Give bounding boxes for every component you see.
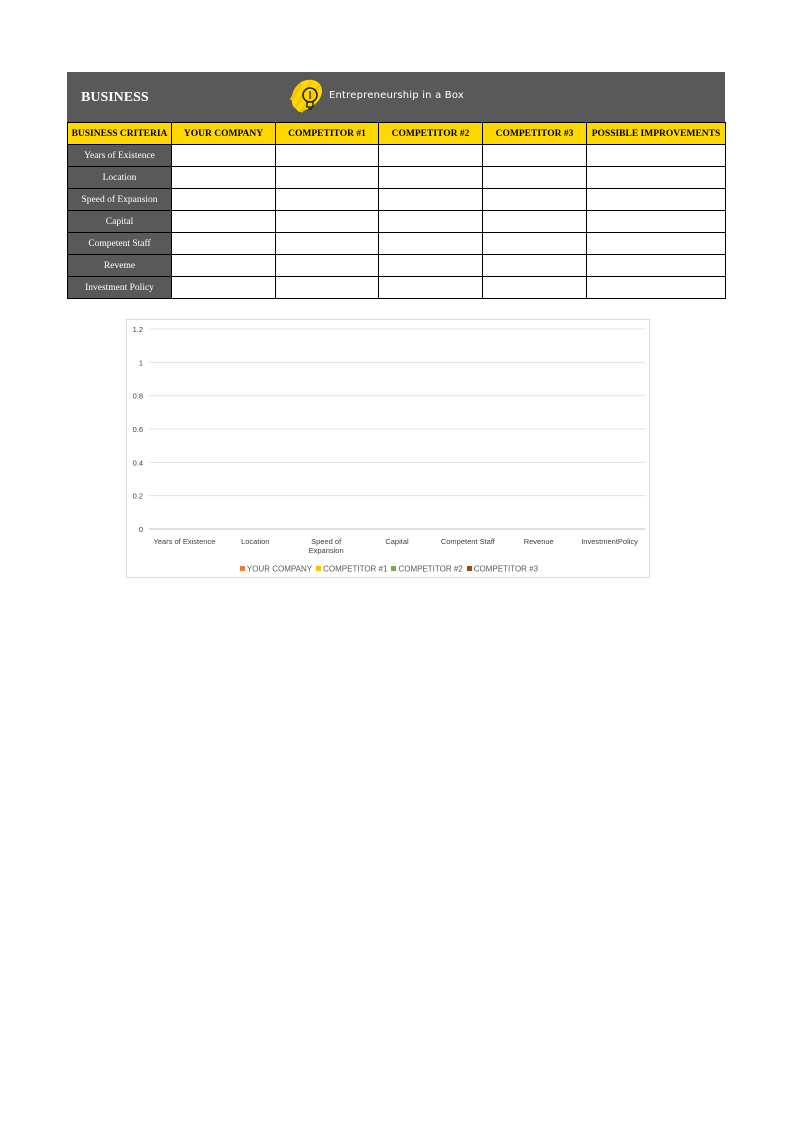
- table-cell[interactable]: [172, 167, 276, 189]
- y-tick-label: 0.8: [132, 391, 143, 401]
- table-cell[interactable]: [276, 233, 379, 255]
- table-cell[interactable]: [483, 233, 587, 255]
- table-cell[interactable]: [483, 211, 587, 233]
- table-cell[interactable]: [172, 277, 276, 299]
- y-tick-label: 0.4: [132, 458, 143, 468]
- legend-item: [391, 564, 462, 573]
- table-cell[interactable]: [172, 189, 276, 211]
- criteria-label: Reveme: [68, 255, 172, 277]
- x-tick-label: Location: [241, 537, 270, 546]
- criteria-label: Investment Policy: [68, 277, 172, 299]
- x-tick-label: Expansion: [308, 546, 344, 555]
- criteria-label: Location: [68, 167, 172, 189]
- table-cell[interactable]: [276, 255, 379, 277]
- legend-item: [467, 564, 538, 573]
- y-tick-label: 0.2: [132, 491, 143, 501]
- lightbulb-logo-icon: [287, 76, 327, 118]
- table-cell[interactable]: [379, 145, 483, 167]
- table-cell[interactable]: [587, 145, 726, 167]
- legend-swatch: [467, 566, 472, 571]
- legend-item: [316, 564, 387, 573]
- table-cell[interactable]: [587, 233, 726, 255]
- criteria-label: Capital: [68, 211, 172, 233]
- table-cell[interactable]: [587, 255, 726, 277]
- legend-label: COMPETITOR #1: [323, 564, 388, 574]
- legend-swatch: [316, 566, 321, 571]
- comparison-table: [67, 122, 726, 299]
- legend-item: [240, 564, 312, 573]
- table-cell[interactable]: [483, 277, 587, 299]
- column-header: COMPETITOR #3: [483, 123, 587, 145]
- table-cell[interactable]: [379, 233, 483, 255]
- table-cell[interactable]: [483, 145, 587, 167]
- table-cell[interactable]: [276, 211, 379, 233]
- table-row: [68, 211, 726, 233]
- y-tick-label: 1.2: [132, 325, 143, 334]
- header-banner: [67, 72, 725, 122]
- y-tick-label: 0.6: [132, 425, 143, 434]
- table-cell[interactable]: [276, 167, 379, 189]
- table-header-row: [68, 123, 726, 145]
- x-tick-label: InvestmentPolicy: [581, 537, 638, 546]
- x-tick-label: Competent Staff: [440, 537, 495, 546]
- table-row: [68, 255, 726, 277]
- table-cell[interactable]: [172, 211, 276, 233]
- table-cell[interactable]: [379, 277, 483, 299]
- chart-plot: [127, 320, 649, 560]
- table-cell[interactable]: [587, 277, 726, 299]
- legend-label: YOUR COMPANY: [246, 564, 313, 574]
- table-cell[interactable]: [276, 145, 379, 167]
- column-header: BUSINESS CRITERIA: [68, 123, 172, 145]
- comparison-chart: [126, 319, 650, 578]
- column-header: POSSIBLE IMPROVEMENTS: [587, 123, 726, 145]
- table-cell[interactable]: [276, 277, 379, 299]
- x-tick-label: Speed of: [311, 537, 342, 546]
- table-row: [68, 145, 726, 167]
- chart-legend: [127, 564, 651, 573]
- legend-swatch: [391, 566, 396, 571]
- column-header: COMPETITOR #1: [276, 123, 379, 145]
- brand-name: Entrepreneurship in a Box: [329, 90, 464, 101]
- y-tick-label: 0: [138, 525, 143, 534]
- x-tick-label: Revenue: [523, 537, 554, 546]
- legend-swatch: [240, 566, 245, 571]
- table-cell[interactable]: [379, 255, 483, 277]
- table-cell[interactable]: [379, 189, 483, 211]
- column-header: COMPETITOR #2: [379, 123, 483, 145]
- table-cell[interactable]: [483, 255, 587, 277]
- table-row: [68, 167, 726, 189]
- table-cell[interactable]: [276, 189, 379, 211]
- legend-label: COMPETITOR #3: [473, 564, 539, 574]
- table-row: [68, 277, 726, 299]
- criteria-label: Years of Existence: [68, 145, 172, 167]
- x-tick-label: Years of Existence: [153, 537, 216, 546]
- table-cell[interactable]: [483, 189, 587, 211]
- criteria-label: Speed of Expansion: [68, 189, 172, 211]
- table-cell[interactable]: [379, 167, 483, 189]
- column-header: YOUR COMPANY: [172, 123, 276, 145]
- table-cell[interactable]: [587, 189, 726, 211]
- table-cell[interactable]: [483, 167, 587, 189]
- legend-label: COMPETITOR #2: [398, 564, 463, 574]
- table-cell[interactable]: [172, 255, 276, 277]
- criteria-label: Competent Staff: [68, 233, 172, 255]
- table-cell[interactable]: [587, 167, 726, 189]
- table-row: [68, 189, 726, 211]
- table-cell[interactable]: [587, 211, 726, 233]
- comparison-sheet: [67, 72, 725, 299]
- y-tick-label: 1: [138, 358, 143, 368]
- table-cell[interactable]: [172, 145, 276, 167]
- table-cell[interactable]: [172, 233, 276, 255]
- x-tick-label: Capital: [385, 537, 409, 546]
- page-title: BUSINESS: [81, 90, 149, 105]
- table-row: [68, 233, 726, 255]
- table-cell[interactable]: [379, 211, 483, 233]
